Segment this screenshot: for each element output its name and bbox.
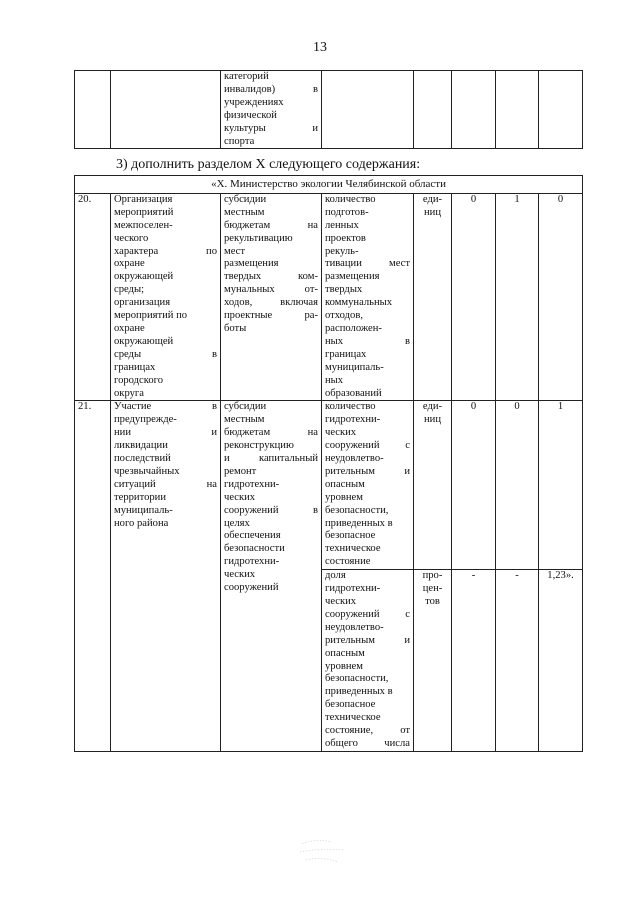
text-line: Участие в <box>114 401 217 413</box>
text-line: окружающей <box>114 271 174 283</box>
section-table <box>74 175 583 752</box>
text-line: ного района <box>114 517 169 529</box>
text-line: размещения <box>325 271 380 283</box>
text-line: ремонт <box>224 465 257 477</box>
text-line: состояние, от <box>325 725 410 737</box>
text-line: муниципаль- <box>114 504 173 516</box>
text-line: местным <box>224 414 265 426</box>
text-line: неудовлетво- <box>325 453 384 465</box>
text-line: окружающей <box>114 335 174 347</box>
cell-indicator <box>322 193 414 401</box>
text-line: боты <box>224 322 247 334</box>
text-line: сооружений <box>224 582 279 594</box>
page-number: 13 <box>313 40 327 55</box>
cell-value <box>496 71 539 149</box>
text-line: приведенных в <box>325 686 393 698</box>
text-line: неудовлетво- <box>325 621 384 633</box>
text-line: межпоселен- <box>114 219 173 231</box>
section-heading: «X. Министерство экологии Челябинской области <box>75 176 583 194</box>
text-line: безопасности, <box>325 504 389 516</box>
text-line: бюджетам на <box>224 219 318 231</box>
text-line: обеспечения <box>224 530 281 542</box>
text-line: образований <box>325 387 382 399</box>
text-line: среды в <box>114 348 217 360</box>
text-line: техническое <box>325 712 381 724</box>
text-line: ческого <box>114 232 149 244</box>
text-line: безопасности, <box>325 673 389 685</box>
text-line: рекультивацию <box>224 232 293 244</box>
text-line: учреждениях <box>224 96 284 108</box>
text-line: ниц <box>423 414 441 426</box>
text-line: цен- <box>422 583 443 595</box>
instruction-text: 3) дополнить разделом X следующего содержания: <box>116 157 421 172</box>
text-line: опасным <box>325 647 365 659</box>
text-line: гидротехни- <box>224 478 280 490</box>
cell-activity <box>111 401 221 751</box>
text-line: количество <box>325 193 376 205</box>
text-line: тов <box>425 596 440 607</box>
text-line: рекуль- <box>325 245 359 257</box>
cell-subsidy <box>221 71 322 149</box>
text-line: нии и <box>114 427 217 439</box>
text-line: ниц <box>423 206 441 218</box>
cell-unit <box>414 401 452 570</box>
cell-unit <box>414 71 452 149</box>
text-line: сооружений с <box>325 608 410 620</box>
text-line: сооружений с <box>325 440 410 452</box>
text-line: доля <box>325 570 346 582</box>
text-line: отходов, <box>325 310 364 322</box>
text-line: целях <box>224 517 250 529</box>
cell-value-3: 0 <box>539 193 583 401</box>
cell-value <box>539 71 583 149</box>
text-line: организация <box>114 297 171 309</box>
cell-value-2: 1 <box>496 193 539 401</box>
continuation-table <box>74 70 583 149</box>
text-line: ческих <box>224 491 256 503</box>
row-number: 20. <box>75 193 111 401</box>
text-line: местным <box>224 206 265 218</box>
text-line: рительным и <box>325 465 410 477</box>
text-line: границах <box>114 361 156 373</box>
text-line: про- <box>422 570 443 582</box>
text-line: охране <box>114 322 145 334</box>
text-line: физической <box>224 109 277 121</box>
text-line: гидротехни- <box>325 414 381 426</box>
text-line: твердых <box>325 284 363 296</box>
text-line: мест <box>224 245 246 257</box>
cell-num <box>75 71 111 149</box>
text-line: ческих <box>325 596 357 607</box>
cell-value-3: 1 <box>539 401 583 570</box>
text-line: проектные ра- <box>224 310 318 322</box>
text-line: безопасное <box>325 530 376 542</box>
text-line: бюджетам на <box>224 427 318 439</box>
cell-value-3: 1,23». <box>539 570 583 752</box>
text-line: сооружений в <box>224 504 318 516</box>
cell-indicator <box>322 401 414 570</box>
cell-value-1: - <box>452 570 496 752</box>
text-line: и капитальный <box>224 453 318 465</box>
cell-value-2: - <box>496 570 539 752</box>
text-line: подготов- <box>325 206 369 218</box>
cell-indicator <box>322 71 414 149</box>
table-row <box>75 193 583 401</box>
text-line: последствий <box>114 453 171 465</box>
text-line: реконструкцию <box>224 440 294 452</box>
text-line: муниципаль- <box>325 361 384 373</box>
cell-unit <box>414 570 452 752</box>
text-line: ческих <box>224 569 256 581</box>
text-line: мунальных от- <box>224 284 318 296</box>
text-line: рительным и <box>325 634 410 646</box>
text-line: Организация <box>114 193 173 205</box>
table-row <box>75 401 583 570</box>
text-line: категорий <box>224 71 269 82</box>
text-line: еди- <box>422 193 443 205</box>
text-line: охране <box>114 258 145 270</box>
text-line: общего числа <box>325 737 410 749</box>
text-line: ческих <box>325 427 357 439</box>
text-line: расположен- <box>325 322 382 334</box>
text-line: территории <box>114 491 167 503</box>
text-line: ленных <box>325 219 359 231</box>
faint-stamp-mark <box>296 836 348 868</box>
text-line: коммунальных <box>325 297 393 309</box>
text-line: культуры и <box>224 122 318 134</box>
text-line: безопасное <box>325 699 376 711</box>
text-line: твердых ком- <box>224 271 318 283</box>
text-line: спорта <box>224 135 255 147</box>
text-line: ных <box>325 374 344 386</box>
text-line: ных в <box>325 335 410 347</box>
text-line: количество <box>325 401 376 413</box>
text-line: предупрежде- <box>114 414 177 426</box>
text-line: проектов <box>325 232 366 244</box>
text-line: субсидии <box>224 401 267 413</box>
cell-value-1: 0 <box>452 401 496 570</box>
cell-value-1: 0 <box>452 193 496 401</box>
cell-subsidy <box>221 193 322 401</box>
text-line: состояние <box>325 556 371 568</box>
text-line: уровнем <box>325 491 363 503</box>
text-line: мероприятий <box>114 206 174 218</box>
text-line: округа <box>114 387 144 399</box>
text-line: безопасности <box>224 543 285 555</box>
text-line: границах <box>325 348 367 360</box>
text-line: ходов, включая <box>224 297 318 309</box>
cell-subsidy <box>221 401 322 751</box>
text-line: субсидии <box>224 193 267 205</box>
cell-activity <box>111 193 221 401</box>
cell-value <box>452 71 496 149</box>
text-line: чрезвычайных <box>114 465 180 477</box>
text-line: тивации мест <box>325 258 410 270</box>
text-line: размещения <box>224 258 279 270</box>
cell-unit <box>414 193 452 401</box>
text-line: гидротехни- <box>325 583 381 595</box>
text-line: ликвидации <box>114 440 168 452</box>
text-line: техническое <box>325 543 381 555</box>
text-line: городского <box>114 374 164 386</box>
text-line: опасным <box>325 478 365 490</box>
text-line: мероприятий по <box>114 310 188 322</box>
text-line: еди- <box>422 401 443 413</box>
cell-indicator <box>322 570 414 752</box>
text-line: гидротехни- <box>224 556 280 568</box>
cell-activity <box>111 71 221 149</box>
text-line: приведенных в <box>325 517 393 529</box>
text-line: среды; <box>114 284 145 296</box>
text-line: инвалидов) в <box>224 83 318 95</box>
section-heading-row <box>75 176 583 194</box>
cell-value-2: 0 <box>496 401 539 570</box>
text-line: уровнем <box>325 660 363 672</box>
table-row <box>75 71 583 149</box>
text-line: характера по <box>114 245 217 257</box>
text-line: ситуаций на <box>114 478 217 490</box>
row-number: 21. <box>75 401 111 751</box>
